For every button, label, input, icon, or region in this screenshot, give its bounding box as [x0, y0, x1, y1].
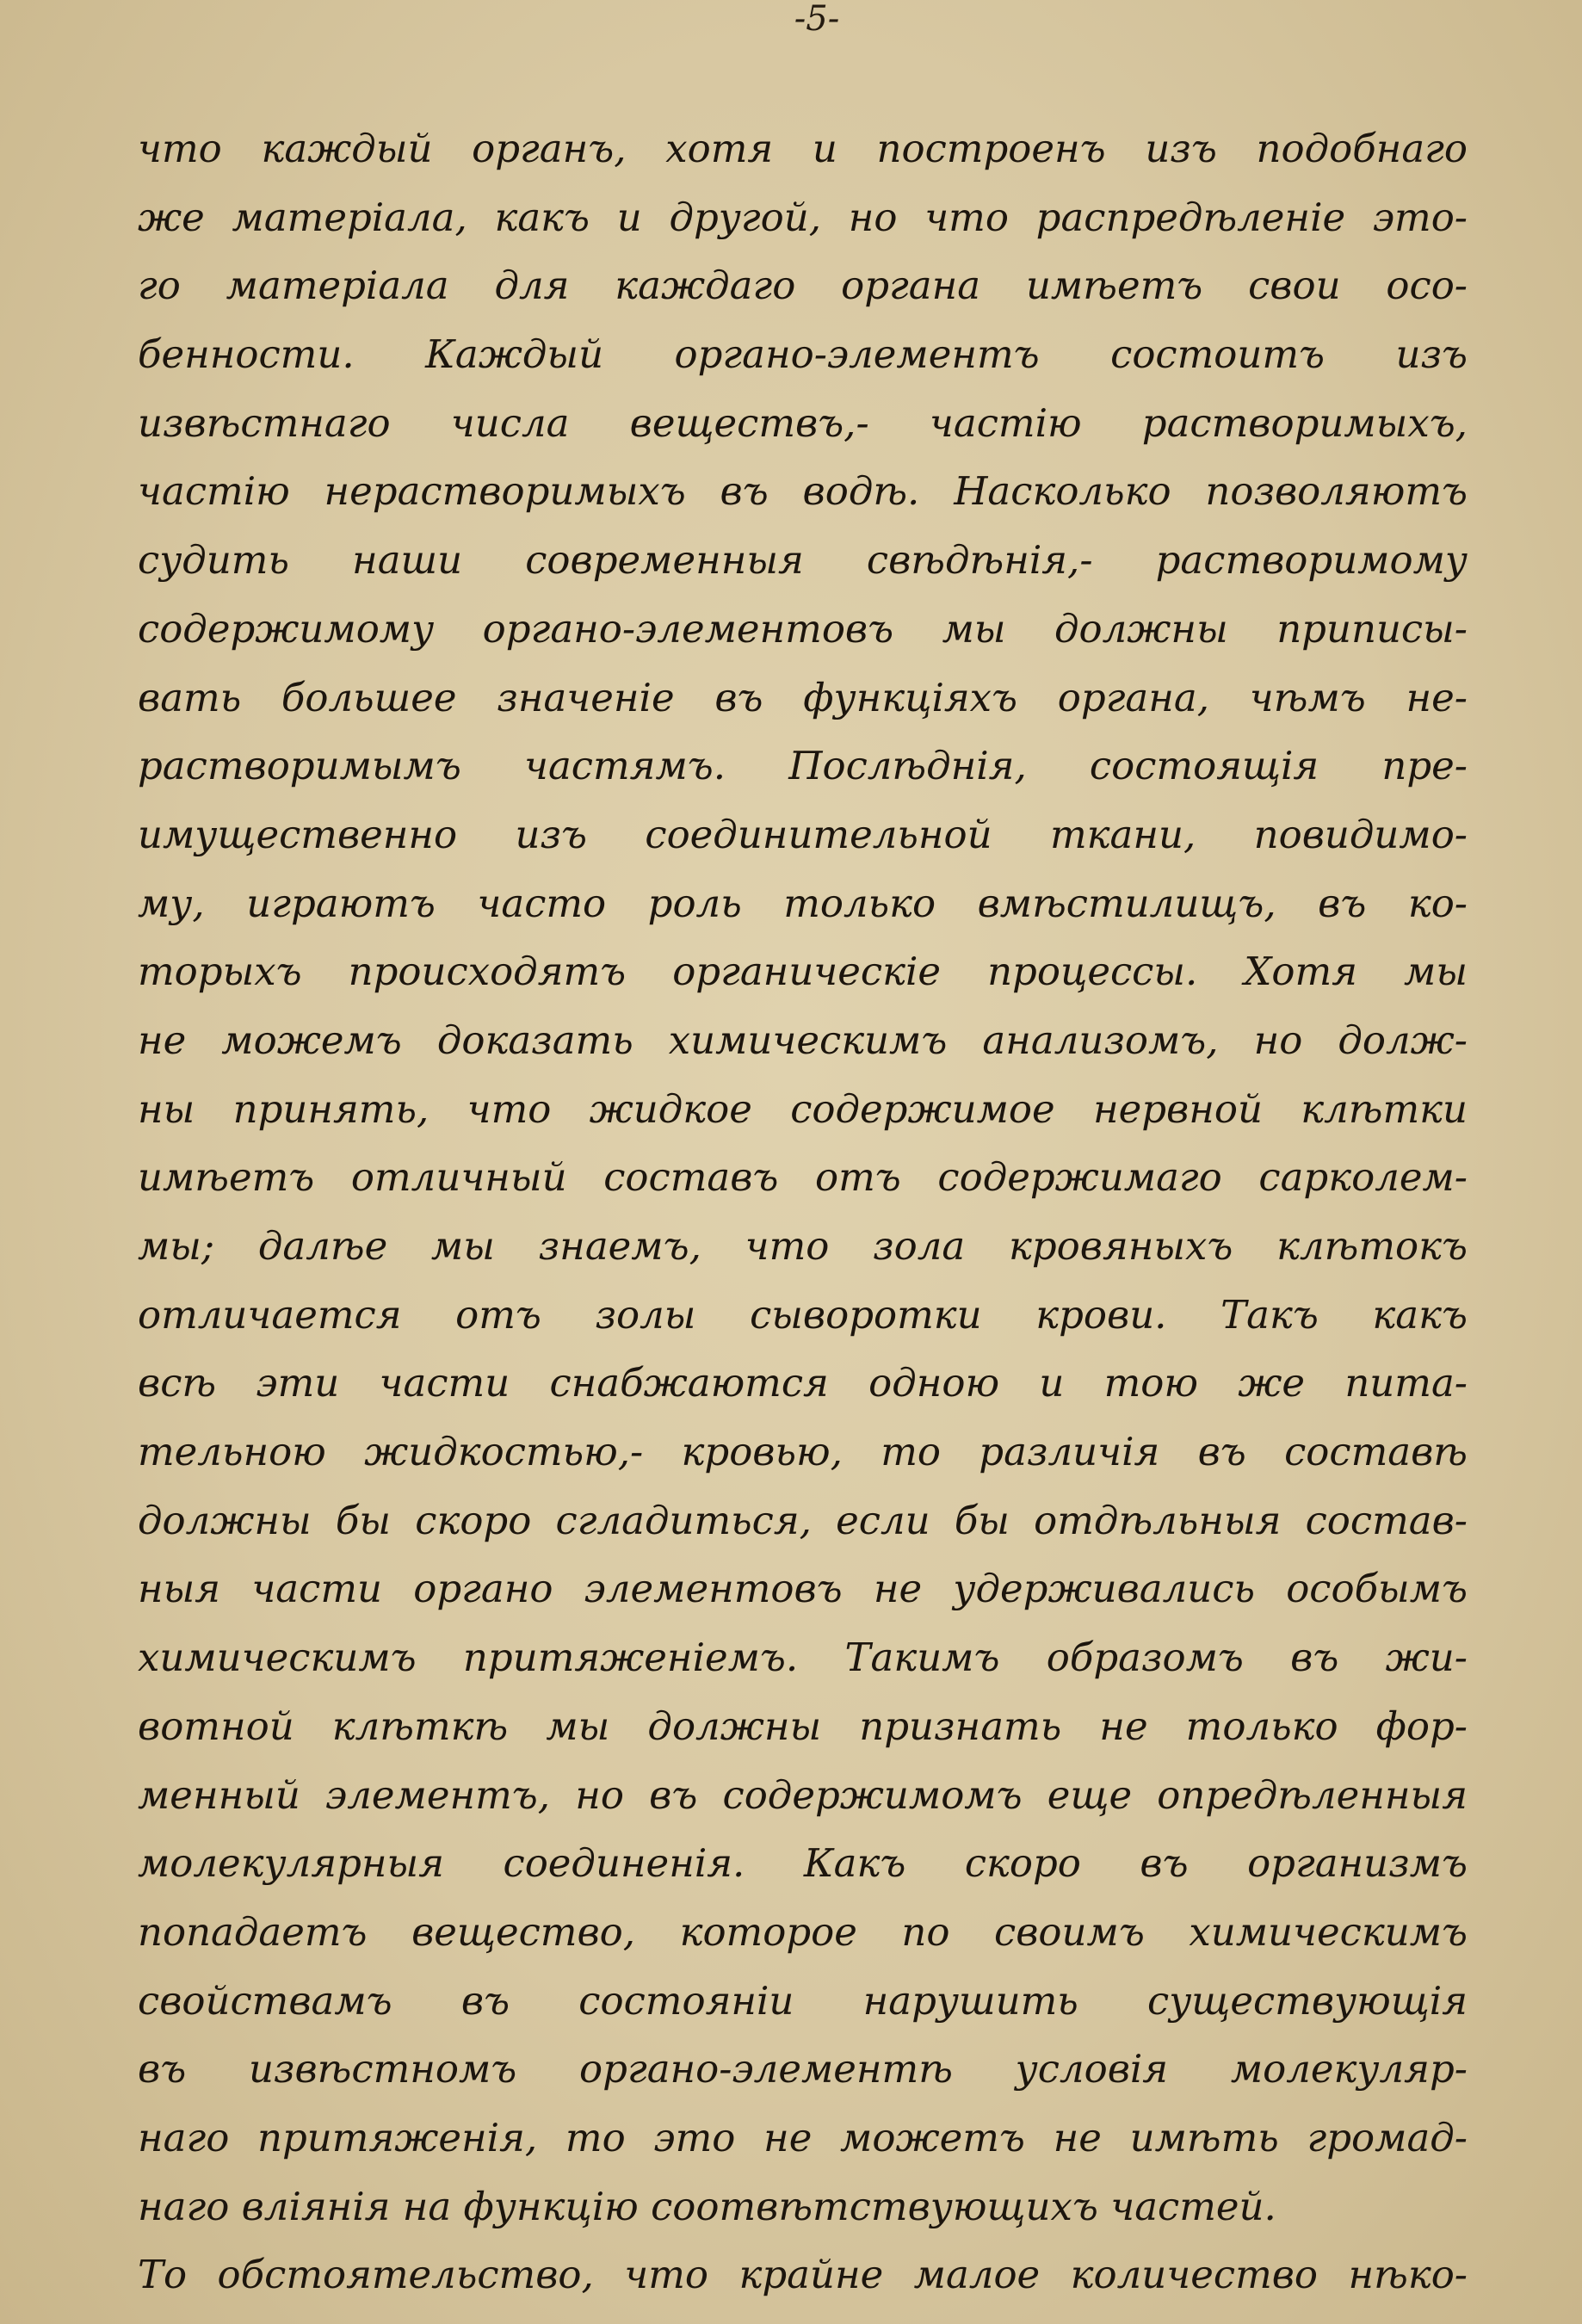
text-line: тельною жидкостью,- кровью, то различія въ составѣ [138, 1429, 1468, 1475]
text-line: торыхъ происходятъ органическіе процессы. Хотя мы [138, 949, 1468, 995]
text-line: содержимому органо-элементовъ мы должны приписы- [138, 605, 1468, 652]
text-line: мы; далѣе мы знаемъ, что зола кровяныхъ клѣтокъ [138, 1223, 1468, 1269]
text-line: ны принять, что жидкое содержимое нервной клѣтки [138, 1085, 1468, 1132]
text-line: наго вліянія на функцію соотвѣтствующихъ частей. [138, 2183, 1276, 2229]
text-line: имущественно изъ соединительной ткани, повидимо- [138, 811, 1468, 857]
text-line: должны бы скоро сгладиться, если бы отдѣльныя состав- [138, 1497, 1468, 1543]
text-line: менный элементъ, но въ содержимомъ еще опредѣленныя [138, 1771, 1468, 1818]
text-line: го матеріала для каждаго органа имѣетъ свои осо- [138, 263, 1468, 309]
text-line: не можемъ доказать химическимъ анализомъ, но долж- [138, 1017, 1468, 1063]
text-line: ныя части органо элементовъ не удерживались особымъ [138, 1566, 1468, 1612]
text-line: химическимъ притяженіемъ. Такимъ образомъ въ жи- [138, 1635, 1468, 1681]
text-line: То обстоятельство, что крайне малое количество нѣко- [138, 2252, 1468, 2298]
text-line: свойствамъ въ состояніи нарушить существующія [138, 1977, 1468, 2024]
text-line: растворимымъ частямъ. Послѣднія, состоящія пре- [138, 743, 1468, 789]
text-line: судить наши современныя свѣдѣнія,- растворимому [138, 537, 1468, 584]
text-line: вать большее значеніе въ функціяхъ органа, чѣмъ не- [138, 674, 1468, 720]
text-line: отличается отъ золы сыворотки крови. Такъ какъ [138, 1291, 1468, 1338]
text-line: бенности. Каждый органо-элементъ состоитъ изъ [138, 331, 1468, 378]
text-line: всѣ эти части снабжаются одною и тою же пита- [138, 1360, 1468, 1406]
text-line: вотной клѣткѣ мы должны признать не только фор- [138, 1703, 1468, 1749]
text-line: попадаетъ вещество, которое по своимъ химическимъ [138, 1908, 1468, 1955]
page-number: -5- [794, 0, 840, 39]
text-line: наго притяженія, то это не можетъ не имѣть громад- [138, 2114, 1468, 2160]
text-line: му, играютъ часто роль только вмѣстилищъ, въ ко- [138, 880, 1468, 926]
text-line: молекулярныя соединенія. Какъ скоро въ организмъ [138, 1840, 1468, 1887]
text-line: частію нерастворимыхъ въ водѣ. Насколько позволяютъ [138, 468, 1468, 515]
text-line: въ извѣстномъ органо-элементѣ условія молекуляр- [138, 2046, 1468, 2092]
text-line: извѣстнаго числа веществъ,- частію растворимыхъ, [138, 399, 1468, 446]
handwritten-text-body [138, 114, 1468, 2309]
text-line: имѣетъ отличный составъ отъ содержимаго сарколем- [138, 1154, 1468, 1201]
text-line: же матеріала, какъ и другой, но что распредѣленіе это- [138, 194, 1468, 240]
text-line: что каждый органъ, хотя и построенъ изъ подобнаго [138, 126, 1468, 171]
